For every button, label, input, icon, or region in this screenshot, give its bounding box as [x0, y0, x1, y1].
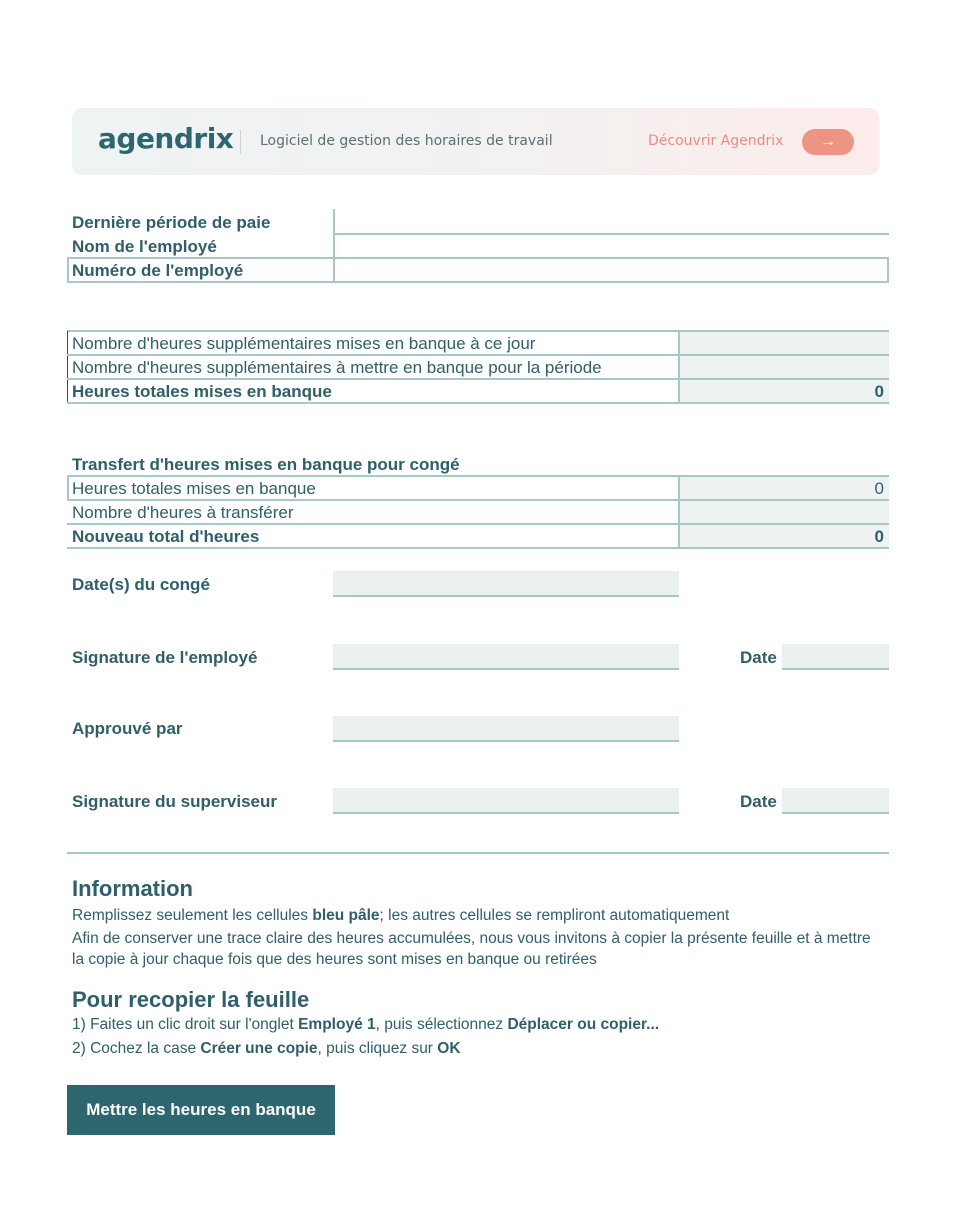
employee-name-input[interactable]	[336, 235, 886, 256]
information-line-1	[72, 905, 892, 926]
banked-period-label: Nombre d'heures supplémentaires à mettre en banque pour la période	[72, 358, 602, 377]
leave-dates-label: Date(s) du congé	[72, 575, 210, 594]
divider	[67, 523, 889, 525]
banked-total-value: 0	[874, 382, 884, 401]
discover-agendrix-link[interactable]: Découvrir Agendrix	[648, 133, 784, 149]
employee-date-label: Date	[740, 648, 777, 667]
banked-total-label: Heures totales mises en banque	[72, 382, 332, 401]
agendrix-logo: agendrix	[98, 122, 234, 155]
banner-tagline: Logiciel de gestion des horaires de travail	[260, 133, 553, 149]
new-total-value: 0	[874, 527, 884, 546]
supervisor-signature-label: Signature du superviseur	[72, 792, 277, 811]
banked-to-date-input[interactable]	[681, 333, 888, 354]
step-text: 2) Cochez la case	[72, 1040, 201, 1057]
divider	[67, 476, 69, 500]
information-line-2: Afin de conserver une trace claire des heures accumulées, nous vous invitons à copier la présente feuille et à mettre la copie à jour chaque fois que des heures sont mises en banque ou retirées	[72, 930, 871, 968]
step-text: , puis sélectionnez	[375, 1016, 508, 1033]
info-text: ; les autres cellules se rempliront automatiquement	[379, 907, 730, 924]
agendrix-banner[interactable]	[72, 108, 879, 175]
divider	[67, 547, 889, 549]
banner-divider	[240, 130, 241, 154]
section-divider	[67, 852, 889, 854]
supervisor-signature-input[interactable]	[333, 788, 679, 814]
last-pay-period-label: Dernière période de paie	[72, 213, 271, 232]
divider	[67, 499, 889, 501]
approved-by-label: Approuvé par	[72, 719, 183, 738]
hours-to-transfer-label: Nombre d'heures à transférer	[72, 503, 294, 522]
divider	[333, 209, 335, 282]
info-text: Remplissez seulement les cellules	[72, 907, 313, 924]
divider	[67, 475, 889, 477]
divider	[67, 257, 69, 283]
divider	[67, 354, 889, 356]
step-text: 1) Faites un clic droit sur l'onglet	[72, 1016, 299, 1033]
divider	[67, 402, 889, 404]
copy-step-1	[72, 1014, 892, 1035]
copy-step-2	[72, 1038, 892, 1059]
transfer-title: Transfert d'heures mises en banque pour congé	[72, 455, 460, 474]
employee-date-input[interactable]	[782, 644, 889, 670]
step-emphasis: Employé 1	[298, 1016, 376, 1033]
last-pay-period-input[interactable]	[336, 210, 886, 232]
step-emphasis: OK	[437, 1040, 461, 1057]
divider	[67, 331, 68, 403]
transfer-banked-total-value: 0	[874, 479, 884, 498]
bank-hours-button[interactable]: Mettre les heures en banque	[67, 1085, 335, 1135]
approved-by-input[interactable]	[333, 716, 679, 742]
leave-dates-input[interactable]	[333, 571, 679, 597]
divider	[678, 476, 680, 548]
arrow-right-icon[interactable]: →	[802, 129, 854, 155]
step-text: , puis cliquez sur	[317, 1040, 438, 1057]
hours-to-transfer-input[interactable]	[681, 502, 888, 523]
step-emphasis: Déplacer ou copier...	[507, 1016, 660, 1033]
divider	[67, 281, 889, 283]
divider	[887, 257, 889, 283]
step-emphasis: Créer une copie	[200, 1040, 318, 1057]
supervisor-date-input[interactable]	[782, 788, 889, 814]
employee-name-label: Nom de l'employé	[72, 237, 217, 256]
banked-to-date-label: Nombre d'heures supplémentaires mises en banque à ce jour	[72, 334, 536, 353]
employee-number-label: Numéro de l'employé	[72, 261, 244, 280]
new-total-label: Nouveau total d'heures	[72, 527, 260, 546]
divider	[67, 378, 889, 380]
employee-number-input[interactable]	[336, 259, 886, 280]
copy-title: Pour recopier la feuille	[72, 987, 310, 1012]
banked-period-input[interactable]	[681, 357, 888, 378]
divider	[678, 331, 680, 403]
info-emphasis: bleu pâle	[312, 907, 380, 924]
transfer-banked-total-label: Heures totales mises en banque	[72, 479, 316, 498]
information-title: Information	[72, 876, 193, 901]
employee-signature-label: Signature de l'employé	[72, 648, 258, 667]
supervisor-date-label: Date	[740, 792, 777, 811]
employee-signature-input[interactable]	[333, 644, 679, 670]
